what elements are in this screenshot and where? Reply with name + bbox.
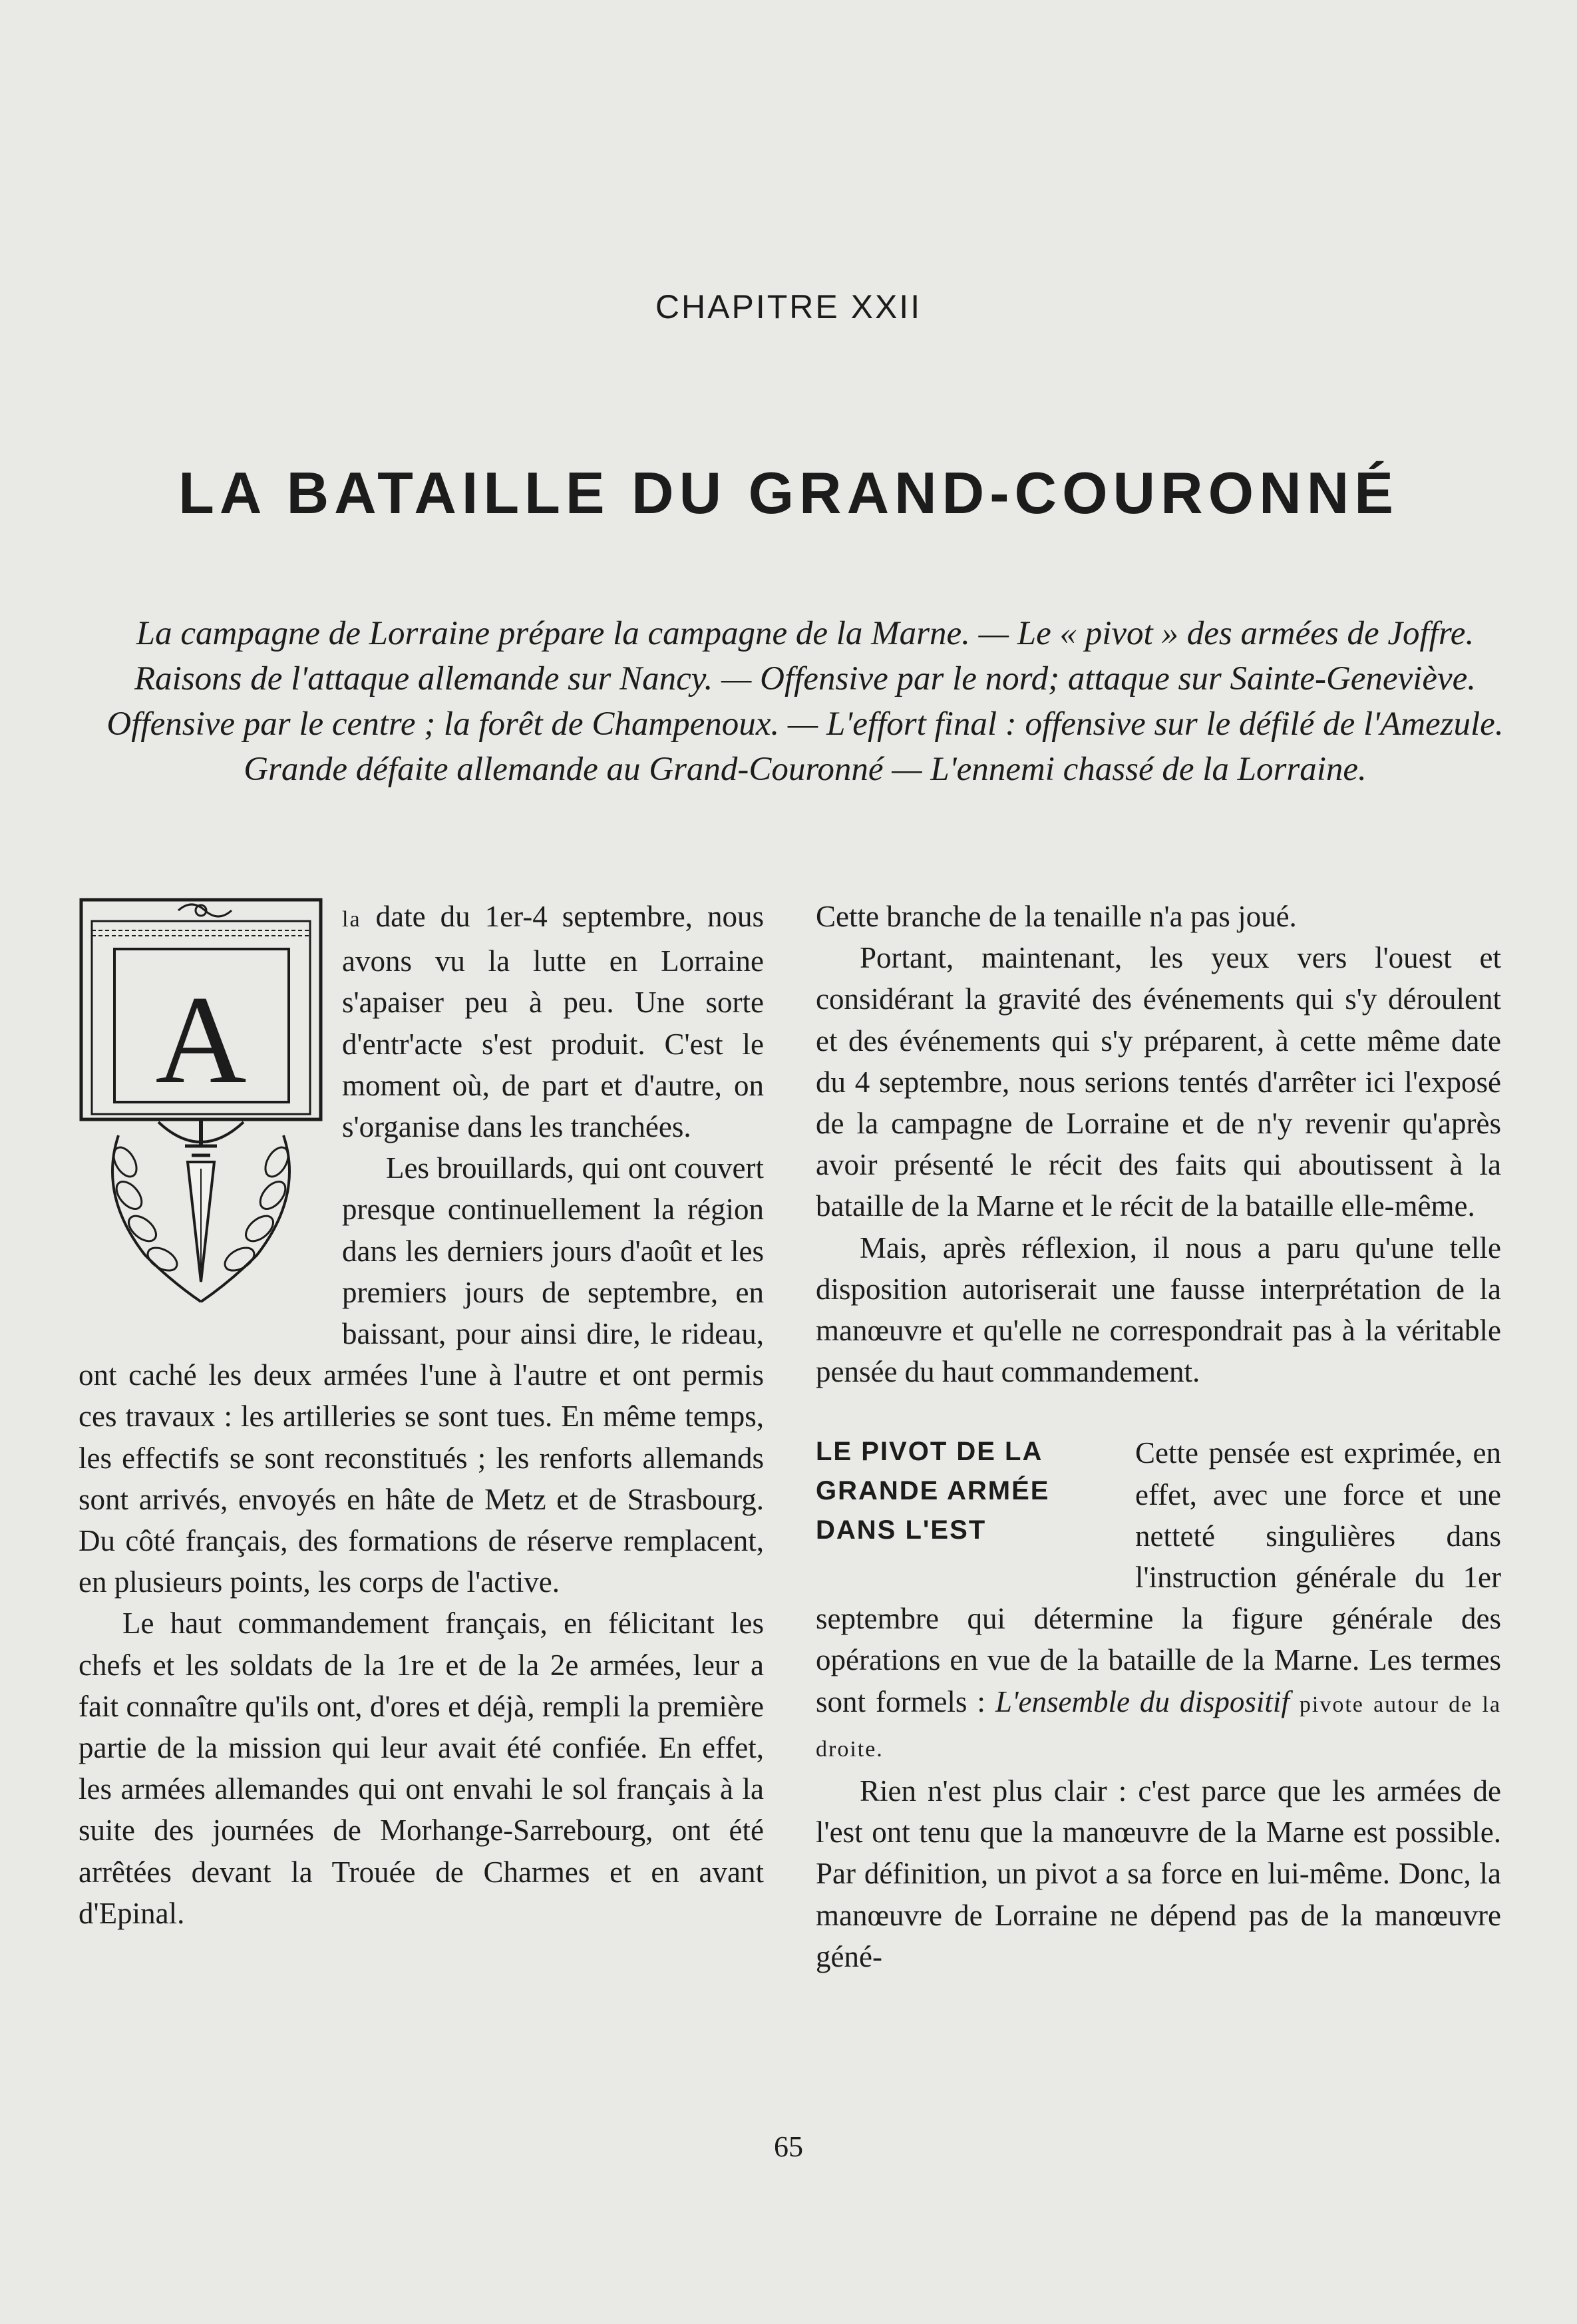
summary-line: La campagne de Lorraine prépare la campagne de la Marne. — Le « pivot » des armées de Joffre. bbox=[136, 615, 1475, 652]
chapter-title: LA BATAILLE DU GRAND-COURONNÉ bbox=[178, 460, 1399, 526]
page-number: 65 bbox=[774, 2130, 803, 2163]
summary-line: Offensive par le centre ; la forêt de Champenoux. — L'effort final : offensive sur le défilé de l'Amezule. bbox=[106, 705, 1504, 743]
paragraph: Les brouillards, qui ont couvert presque continuellement la région dans les derniers jours d'août et les premiers jours de septembre, en baissant, pour ainsi dire, le rideau, ont caché les deux armées l'une à l'autre et ont permis ces travaux : les artilleries se sont tues. En même temps, les effectifs se sont reconstitués ; les renforts allemands sont arrivés, envoyés en hâte de Metz et de Strasbourg. Du côté français, des formations de réserve remplacent, en plusieurs points, les corps de l'active. bbox=[79, 1151, 764, 1599]
quote-italic: L'ensemble du dispositif bbox=[995, 1684, 1290, 1718]
smallcaps-lead: la bbox=[342, 907, 361, 932]
left-column bbox=[79, 896, 764, 1934]
paragraph: Mais, après réflexion, il nous a paru qu'une telle disposition autoriserait une fausse interprétation de la manœuvre et qu'elle ne correspondrait pas à la véritable pensée du haut commandement. bbox=[816, 1231, 1501, 1389]
paragraph-text: date du 1er-4 septembre, nous avons vu la lutte en Lorraine s'apaiser peu à peu. Une sorte d'entr'acte s'est produit. C'est le moment où, de part et d'autre, on s'organise dans les tranchées. bbox=[342, 900, 764, 1144]
ornamental-dropcap bbox=[79, 896, 323, 1315]
right-column bbox=[816, 896, 1501, 1977]
summary-line: Raisons de l'attaque allemande sur Nancy. — Offensive par le nord; attaque sur Sainte-Geneviève. bbox=[134, 660, 1477, 697]
section-heading: LE PIVOT DE LA GRANDE ARMÉE DANS L'EST bbox=[816, 1437, 1050, 1545]
paragraph: Le haut commandement français, en félicitant les chefs et les soldats de la 1re et de la 2e armées, leur a fait connaître qu'ils ont, d'ores et déjà, rempli la première partie de la mission qui leur avait été confiée. En effet, les armées allemandes qui ont envahi le sol français à la suite des journées de Morhange-Sarrebourg, ont été arrêtées devant la Trouée de Charmes et en avant d'Epinal. bbox=[79, 1607, 764, 1930]
paragraph: Portant, maintenant, les yeux vers l'ouest et considérant la gravité des événements qui s'y déroulent et des événements qui s'y préparent, à cette même date du 4 septembre, nous serions tentés d'arrêter ici l'exposé de la campagne de Lorraine et de n'y revenir qu'après avoir présenté le récit des faits qui aboutissent à la bataille de la Marne et le récit de la bataille elle-même. bbox=[816, 941, 1501, 1223]
dropcap-letter: A bbox=[155, 970, 247, 1110]
paragraph-text: Cette pensée est exprimée, en effet, avec une force et une netteté singulières dans l'instruction générale du 1er septembre qui détermine la figure générale des opérations en vue de la bataille de la Marne. Les termes sont formels : bbox=[816, 1436, 1501, 1718]
section-pivot bbox=[816, 1432, 1501, 1977]
chapter-label: CHAPITRE XXII bbox=[655, 288, 922, 325]
quote-smallcaps: pivote autour de la droite. bbox=[816, 1692, 1501, 1762]
paragraph: Rien n'est plus clair : c'est parce que les armées de l'est ont tenu que la manœuvre de la Marne est possible. Par définition, un pivot a sa force en lui-même. Donc, la manœuvre de Lorraine ne dépend pas de la manœuvre géné- bbox=[816, 1774, 1501, 1973]
summary-line: Grande défaite allemande au Grand-Couronné — L'ennemi chassé de la Lorraine. bbox=[244, 751, 1367, 788]
paragraph: Cette branche de la tenaille n'a pas joué. bbox=[816, 900, 1297, 933]
chapter-summary bbox=[87, 611, 1524, 792]
